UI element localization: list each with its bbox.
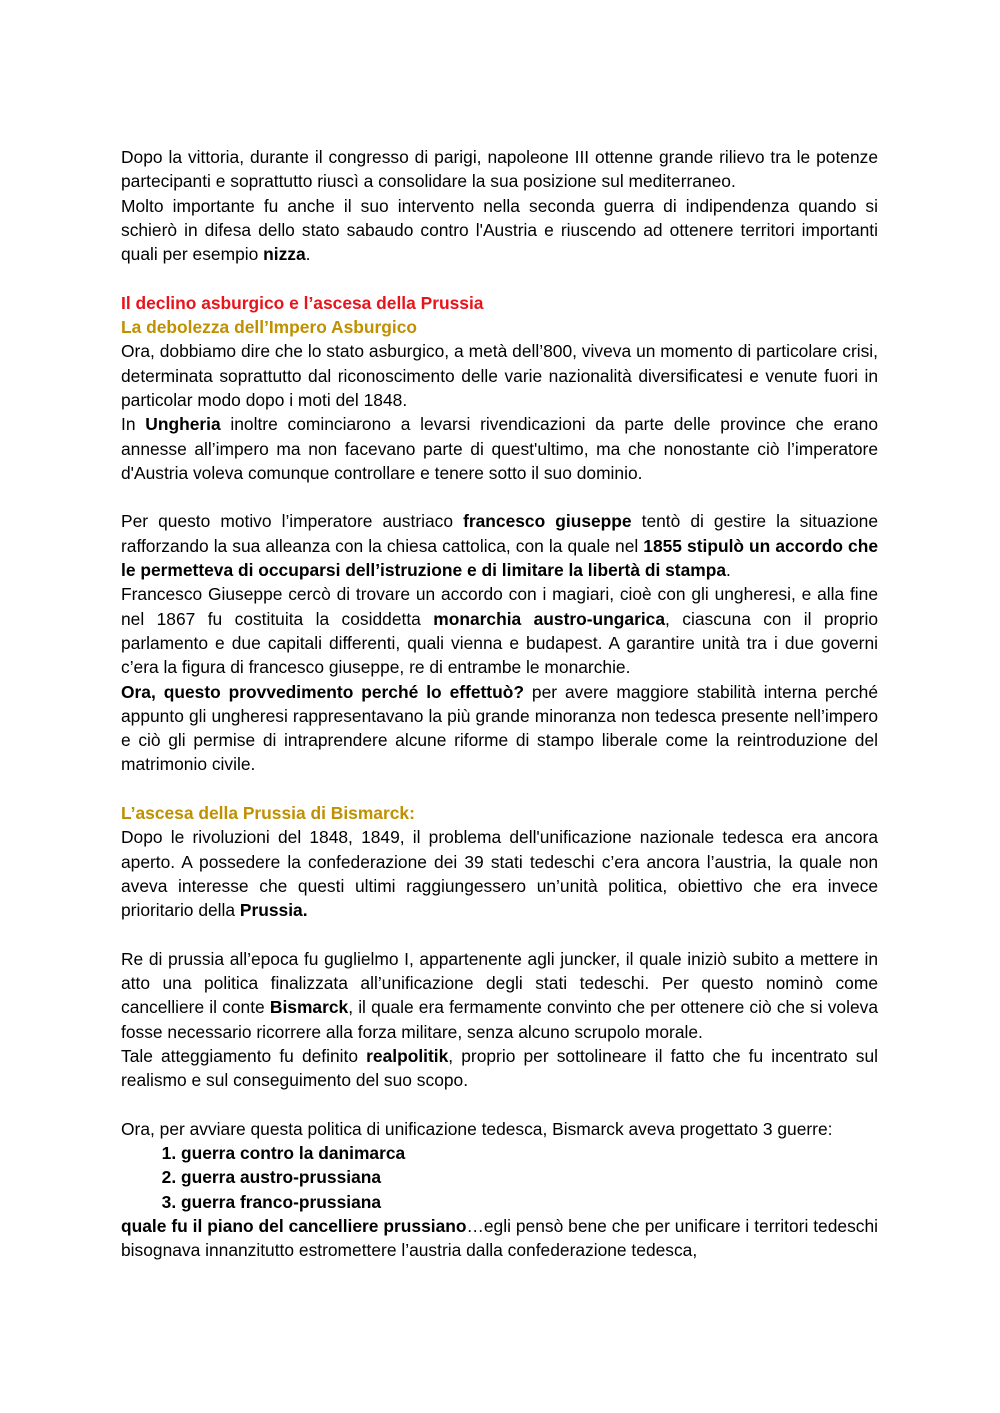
intro-paragraph-1: Dopo la vittoria, durante il congresso di parigi, napoleone III ottenne grande rilievo tra le potenze partecipanti e soprattutto riuscì a consolidare la sua posizione sul mediterraneo. [121,147,878,192]
habsburg-paragraph-5: Ora, questo provvedimento perché lo effettuò? per avere maggiore stabilità interna perché appunto gli ungheresi rappresentavano la più grande minoranza non tedesca presente nell’impero e ciò gli permise di intraprendere alcune riforme di stampo liberale come la reintroduzione del matrimonio civile. [121,681,878,775]
prussia-paragraph-4: Ora, per avviare questa politica di unificazione tedesca, Bismarck aveva progettato 3 guerre: [121,1118,833,1139]
list-item: 2. guerra austro-prussiana [181,1165,878,1189]
document-page [121,145,878,1263]
prussia-paragraph-1: Dopo le rivoluzioni del 1848, 1849, il problema dell'unificazione nazionale tedesca era ancora aperto. A possedere la confederazione dei 39 stati tedeschi c’era ancora l’austria, la quale non aveva interesse che questi ultimi raggiungessero un’unità politica, obiettivo che era invece prioritario della Prussia. [121,827,878,921]
subtitle-prussia-bismarck: L’ascesa della Prussia di Bismarck: [121,803,415,824]
subtitle-habsburg-weakness: La debolezza dell’Impero Asburgico [121,317,418,338]
wars-list [121,1141,878,1214]
prussia-paragraph-3: Tale atteggiamento fu definito realpolitik, proprio per sottolineare il fatto che fu incentrato sul realismo e sul conseguimento del suo scopo. [121,1045,878,1091]
list-item: 1. guerra contro la danimarca [181,1141,878,1165]
list-item: 3. guerra franco-prussiana [181,1190,878,1214]
prussia-paragraph-2: Re di prussia all’epoca fu guglielmo I, appartenente agli juncker, il quale iniziò subito a mettere in atto una politica finalizzata all’unificazione degli stati tedeschi. Per questo nominò come cancelliere il conte Bismarck, il quale era fermamente convinto che per ottenere ciò che si voleva fosse necessario ricorrere alla forza militare, senza alcuno scrupolo morale. [121,948,878,1042]
habsburg-paragraph-3: Per questo motivo l’imperatore austriaco francesco giuseppe tentò di gestire la situazione rafforzando la sua alleanza con la chiesa cattolica, con la quale nel 1855 stipulò un accordo che le permetteva di occuparsi dell’istruzione e di limitare la libertà di stampa. [121,511,878,581]
section-title-decline: Il declino asburgico e l’ascesa della Prussia [121,292,484,313]
prussia-paragraph-5: quale fu il piano del cancelliere prussiano…egli pensò bene che per unificare i territori tedeschi bisognava innanzitutto estromettere l’austria dalla confederazione tedesca, [121,1216,878,1261]
habsburg-paragraph-1: Ora, dobbiamo dire che lo stato asburgico, a metà dell’800, viveva un momento di particolare crisi, determinata soprattutto dal riconoscimento delle varie nazionalità diversificatesi e venute fuori in particolar modo dopo i moti del 1848. [121,341,878,410]
habsburg-paragraph-2: In Ungheria inoltre cominciarono a levarsi rivendicazioni da parte delle province che erano annesse all’impero ma non facevano parte di quest'ultimo, ma che nonostante ciò l’imperatore d'Austria voleva comunque controllare e tenere sotto il suo dominio. [121,414,878,483]
intro-paragraph-2: Molto importante fu anche il suo intervento nella seconda guerra di indipendenza quando si schierò in difesa dello stato sabaudo contro l'Austria e riuscendo ad ottenere territori importanti quali per esempio nizza. [121,195,878,265]
habsburg-paragraph-4: Francesco Giuseppe cercò di trovare un accordo con i magiari, cioè con gli ungheresi, e alla fine nel 1867 fu costituita la cosiddetta monarchia austro-ungarica, ciascuna con il proprio parlamento e due capitali differenti, quali vienna e budapest. A garantire unità tra i due governi c’era la figura di francesco giuseppe, re di entrambe le monarchie. [121,584,878,678]
